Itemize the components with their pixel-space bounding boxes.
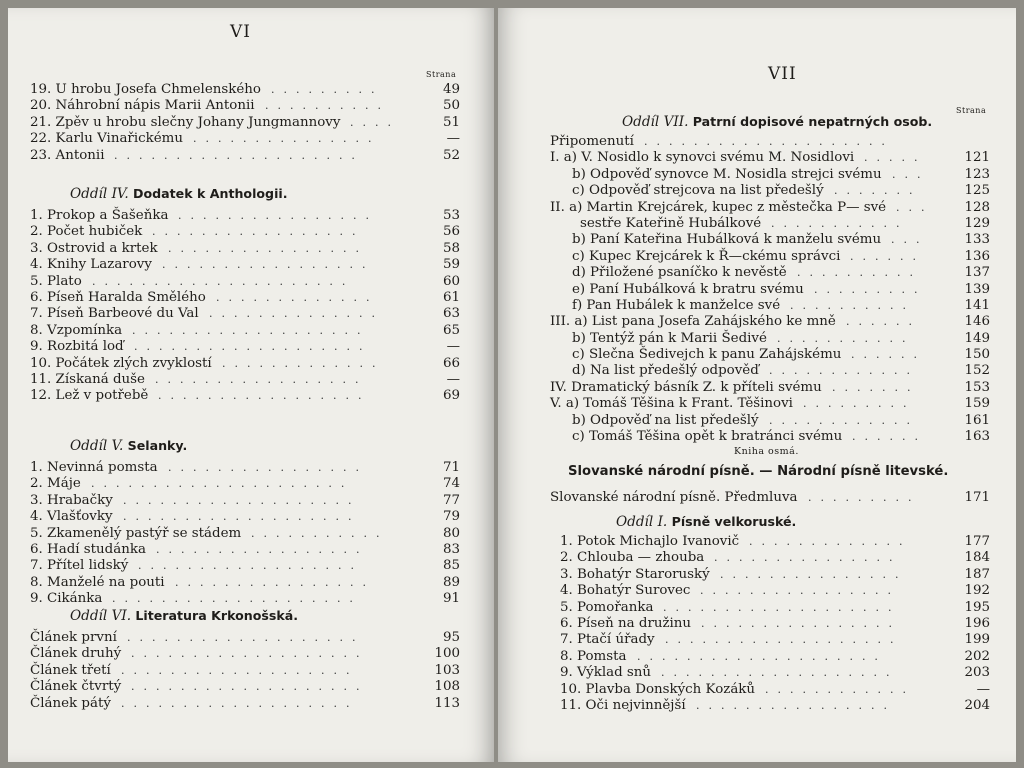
leader-dots: ................ <box>696 698 896 712</box>
toc-intro <box>550 490 990 506</box>
toc-entry <box>30 509 460 525</box>
toc-entry-page: 137 <box>964 265 990 281</box>
toc-entry-title: Článek třetí <box>30 662 111 678</box>
toc-entry-page: — <box>446 339 460 355</box>
leader-dots: .................... <box>637 649 887 663</box>
toc-entry <box>560 600 990 616</box>
leader-dots: .......... <box>797 266 922 280</box>
section-heading-number: Oddíl V. <box>70 438 128 454</box>
toc-entry-page: 113 <box>434 695 460 711</box>
toc-entry <box>550 183 990 199</box>
toc-entry-title: Připomenutí <box>550 134 634 149</box>
leader-dots: ................ <box>701 616 901 630</box>
toc-entry <box>550 331 990 347</box>
toc-entry-title: 12. Lež v potřebě <box>30 388 149 404</box>
toc-entry-page: 125 <box>964 183 990 199</box>
leader-dots: ............... <box>714 551 902 565</box>
toc-entry-page: 74 <box>442 476 460 492</box>
section-heading <box>70 608 298 624</box>
toc-entry-title: 21. Zpěv u hrobu slečny Johany Jungmannovy <box>30 114 341 130</box>
toc-entry-title: 10. Počátek zlých zvyklostí <box>30 355 212 371</box>
toc-entry-page: 85 <box>442 558 460 574</box>
toc-entry-title: Článek první <box>30 630 117 645</box>
toc-entry-title: c) Tomáš Těšina opět k bratránci svému <box>572 429 843 445</box>
toc-entry <box>30 460 460 476</box>
toc-entry-page: 163 <box>964 429 990 445</box>
toc-entry-title: 20. Náhrobní nápis Marii Antonii <box>30 98 255 114</box>
toc-entry-page: — <box>446 371 460 387</box>
toc-entry <box>560 698 990 714</box>
toc-entry-page: 60 <box>442 273 460 289</box>
toc-entry-title: b) Odpověď na list předešlý <box>572 412 759 428</box>
toc-entry <box>550 347 990 363</box>
section-heading-number: Oddíl VII. <box>622 114 689 130</box>
toc-entry <box>550 396 990 412</box>
toc-entry-page: 203 <box>964 665 990 681</box>
toc-entry <box>560 534 990 550</box>
section-heading-title: Selanky. <box>127 438 188 453</box>
leader-dots: .................... <box>112 592 362 606</box>
toc-entry-page: 129 <box>964 215 990 231</box>
toc-entry-title: 7. Ptačí úřady <box>560 632 655 648</box>
toc-entry-page: 121 <box>964 150 990 166</box>
toc-entry-title: 10. Plavba Donských Kozáků <box>560 681 756 697</box>
toc-entry-title: 2. Chlouba — zhouba <box>560 550 705 566</box>
toc-entry <box>30 148 460 164</box>
strana-label: Strana <box>426 70 457 79</box>
toc-entry-page: 53 <box>442 208 460 223</box>
toc-entry <box>550 490 990 506</box>
section-heading-title: Písně velkoruské. <box>671 514 797 529</box>
left-page <box>8 8 494 762</box>
toc-entry-title: b) Odpověď synovce M. Nosidla strejci svému <box>572 166 882 182</box>
leader-dots: .......... <box>265 99 390 113</box>
toc-entry-page: 123 <box>964 166 990 182</box>
toc-entry <box>560 682 990 698</box>
toc-entry <box>30 679 460 695</box>
leader-dots: ................... <box>127 631 365 644</box>
toc-entry-title: 4. Vlašťovky <box>30 509 113 525</box>
section-heading-title: Literatura Krkonošská. <box>135 608 299 623</box>
toc-entry <box>30 476 460 492</box>
toc-entry-title: 9. Rozbitá loď <box>30 339 124 355</box>
leader-dots: ................. <box>152 225 365 239</box>
toc-entry-page: 187 <box>964 566 990 582</box>
toc-entry <box>560 567 990 583</box>
toc-entry-page: 149 <box>964 330 990 346</box>
toc-list <box>30 82 460 164</box>
toc-entry <box>30 131 460 147</box>
toc-entry-page: 153 <box>964 379 990 395</box>
leader-dots: ................ <box>178 209 378 222</box>
toc-list <box>30 630 460 712</box>
toc-entry <box>560 632 990 648</box>
leader-dots: ................ <box>168 241 368 255</box>
toc-entry <box>560 665 990 681</box>
toc-entry <box>550 282 990 298</box>
toc-entry <box>30 98 460 114</box>
toc-entry-title: 9. Výklad snů <box>560 665 652 681</box>
toc-entry-title: 22. Karlu Vinařickému <box>30 131 183 147</box>
toc-entry-title: b) Tentýž pán k Marii Šedivé <box>572 330 767 346</box>
toc-list <box>30 460 460 608</box>
leader-dots: ................... <box>131 680 369 694</box>
leader-dots: ........... <box>771 216 909 230</box>
toc-entry-title: IV. Dramatický básník Z. k příteli svému <box>550 379 822 395</box>
toc-entry <box>550 298 990 314</box>
toc-entry <box>30 542 460 558</box>
leader-dots: ...... <box>851 348 926 362</box>
toc-entry <box>550 200 990 216</box>
leader-dots: ............ <box>769 364 919 378</box>
toc-entry-title: 2. Počet hubiček <box>30 224 143 240</box>
toc-entry-title: 5. Zkamenělý pastýř se stádem <box>30 525 242 541</box>
toc-entry-title: d) Přiložené psaníčko k nevěstě <box>572 265 787 281</box>
section-heading <box>70 186 287 202</box>
leader-dots: ............. <box>222 356 385 370</box>
leader-dots: ......... <box>814 282 927 296</box>
toc-entry <box>560 616 990 632</box>
toc-entry <box>550 363 990 379</box>
toc-entry-page: 56 <box>442 224 460 240</box>
leader-dots: ............... <box>193 132 381 146</box>
page-number: VII <box>768 64 797 84</box>
toc-entry-title: 11. Získaná duše <box>30 371 145 387</box>
toc-entry-title: III. a) List pana Josefa Zahájského ke mně <box>550 314 836 330</box>
section-heading <box>70 438 187 454</box>
leader-dots: ..................... <box>92 274 355 288</box>
toc-entry-title: Článek druhý <box>30 646 122 662</box>
toc-entry-page: 128 <box>964 199 990 215</box>
toc-entry-page: 91 <box>442 591 460 607</box>
toc-entry-title: 9. Cikánka <box>30 591 103 607</box>
toc-entry <box>560 550 990 566</box>
toc-entry-title: b) Paní Kateřina Hubálková k manželu svému <box>572 232 882 248</box>
leader-dots: ................... <box>663 600 901 614</box>
leader-dots: ...... <box>846 315 921 329</box>
leader-dots: ................... <box>131 647 369 661</box>
toc-entry-title: 7. Píseň Barbeové du Val <box>30 306 199 322</box>
toc-entry-title: Článek čtvrtý <box>30 679 122 695</box>
toc-list <box>550 134 990 445</box>
toc-entry <box>30 696 460 712</box>
leader-dots: ................. <box>162 258 375 272</box>
toc-entry-page: 202 <box>964 648 990 664</box>
toc-entry-page: 204 <box>964 697 990 713</box>
toc-entry-page: 51 <box>442 114 460 130</box>
toc-entry-page: 83 <box>442 541 460 557</box>
leader-dots: ........... <box>777 331 915 345</box>
toc-entry-page: 71 <box>442 460 460 475</box>
leader-dots: ......... <box>271 83 384 96</box>
toc-entry-page: 150 <box>964 347 990 363</box>
toc-entry <box>30 82 460 98</box>
toc-list <box>30 208 460 405</box>
toc-entry-page: 95 <box>442 630 460 645</box>
toc-entry-page: 159 <box>964 396 990 412</box>
leader-dots: ...... <box>852 430 927 444</box>
toc-entry <box>550 314 990 330</box>
toc-entry <box>30 646 460 662</box>
leader-dots: ................ <box>700 584 900 598</box>
toc-entry <box>30 630 460 646</box>
section-heading <box>622 114 932 130</box>
toc-entry-title: 5. Plato <box>30 273 82 289</box>
toc-entry <box>30 241 460 257</box>
toc-entry-page: 195 <box>964 599 990 615</box>
section-heading-number: Oddíl IV. <box>70 186 134 202</box>
leader-dots: .......... <box>790 298 915 312</box>
toc-entry <box>30 323 460 339</box>
toc-entry-title: 4. Bohatýr Surovec <box>560 583 691 599</box>
toc-entry-title: 3. Hrabačky <box>30 492 113 508</box>
toc-entry-page: 177 <box>964 534 990 549</box>
toc-entry <box>550 413 990 429</box>
toc-entry-title: c) Kupec Krejcárek k Ř—ckému správci <box>572 248 841 264</box>
toc-list <box>560 534 990 714</box>
toc-entry <box>30 290 460 306</box>
toc-entry <box>30 356 460 372</box>
leader-dots: ......... <box>803 397 916 411</box>
toc-entry-page: 89 <box>442 574 460 590</box>
leader-dots: ............. <box>216 290 379 304</box>
toc-entry-page: 66 <box>442 355 460 371</box>
toc-entry <box>550 429 990 445</box>
toc-entry-title: 3. Ostrovid a krtek <box>30 240 158 256</box>
leader-dots: ....... <box>832 380 920 394</box>
toc-entry <box>30 493 460 509</box>
leader-dots: ................... <box>661 666 899 680</box>
toc-entry-page: 79 <box>442 509 460 525</box>
toc-entry <box>550 167 990 183</box>
toc-entry-title: 1. Potok Michajlo Ivanovič <box>560 534 740 549</box>
toc-entry-title: sestře Kateřině Hubálkové <box>580 215 762 231</box>
toc-entry-page: 58 <box>442 240 460 256</box>
section-heading <box>616 514 796 530</box>
toc-entry <box>30 372 460 388</box>
toc-entry-title: 11. Oči nejvinnější <box>560 697 686 713</box>
leader-dots: ... <box>891 233 929 247</box>
leader-dots: .... <box>350 115 400 129</box>
toc-entry-title: I. a) V. Nosidlo k synovci svému M. Nosidlovi <box>550 150 855 166</box>
toc-entry-page: 65 <box>442 322 460 338</box>
leader-dots: ... <box>892 167 930 181</box>
toc-entry <box>550 216 990 232</box>
toc-entry <box>30 526 460 542</box>
leader-dots: ....... <box>834 184 922 198</box>
leader-dots: ...... <box>850 249 925 263</box>
toc-entry-title: Slovanské národní písně. Předmluva <box>550 490 798 505</box>
toc-entry <box>30 558 460 574</box>
toc-entry-title: 8. Pomsta <box>560 648 627 664</box>
toc-entry-page: 69 <box>442 388 460 404</box>
leader-dots: ..................... <box>91 477 354 491</box>
toc-entry-title: e) Paní Hubálková k bratru svému <box>572 281 804 297</box>
toc-entry <box>560 583 990 599</box>
toc-entry <box>550 265 990 281</box>
toc-entry-page: 50 <box>442 98 460 114</box>
toc-entry-page: 52 <box>442 147 460 163</box>
toc-entry-page: 192 <box>964 583 990 599</box>
toc-entry-page: 136 <box>964 248 990 264</box>
toc-entry-page: 61 <box>442 289 460 305</box>
leader-dots: ................. <box>156 542 369 556</box>
toc-entry-page: 80 <box>442 525 460 541</box>
toc-entry-title: Článek pátý <box>30 695 111 711</box>
toc-entry-page: — <box>976 681 990 697</box>
toc-entry-title: 8. Vzpomínka <box>30 322 123 338</box>
toc-entry-title: 23. Antonii <box>30 147 105 163</box>
toc-entry-title: 6. Píseň Haralda Smělého <box>30 289 206 305</box>
toc-entry-title: c) Odpověď strejcova na list předešlý <box>572 183 824 199</box>
toc-entry-title: 7. Přítel lidský <box>30 558 129 574</box>
book-title: Slovanské národní písně. — Národní písně litevské. <box>568 464 949 479</box>
leader-dots: ................ <box>168 461 368 474</box>
toc-entry <box>30 306 460 322</box>
toc-entry <box>30 388 460 404</box>
leader-dots: ........... <box>251 526 389 540</box>
book-label: Kniha osmá. <box>734 446 799 457</box>
leader-dots: ..... <box>864 151 927 165</box>
toc-entry-page: 103 <box>434 662 460 678</box>
section-heading-title: Patrní dopisové nepatrných osob. <box>692 114 933 129</box>
leader-dots: ................ <box>175 575 375 589</box>
toc-entry <box>30 257 460 273</box>
leader-dots: ................... <box>123 510 361 524</box>
leader-dots: .................... <box>114 148 364 162</box>
leader-dots: ................... <box>123 493 361 507</box>
leader-dots: ............... <box>720 567 908 581</box>
toc-entry-title: c) Slečna Šedivejch k panu Zahájskému <box>572 347 842 363</box>
toc-entry <box>550 134 990 150</box>
toc-entry-page: — <box>446 131 460 147</box>
right-page <box>498 8 1016 762</box>
leader-dots: ......... <box>808 491 921 504</box>
toc-entry-page: 59 <box>442 257 460 273</box>
leader-dots: ................... <box>121 696 359 710</box>
toc-entry-page: 139 <box>964 281 990 297</box>
toc-entry <box>560 649 990 665</box>
toc-entry <box>550 232 990 248</box>
toc-entry-page: 184 <box>964 550 990 566</box>
toc-entry-page: 63 <box>442 306 460 322</box>
leader-dots: ................... <box>665 633 903 647</box>
toc-entry-title: 1. Prokop a Šašeňka <box>30 208 169 223</box>
toc-entry-title: 6. Píseň na družinu <box>560 615 692 631</box>
toc-entry <box>30 663 460 679</box>
leader-dots: ............ <box>765 682 915 696</box>
toc-entry-title: d) Na list předešlý odpověď <box>572 363 759 379</box>
toc-entry-title: 3. Bohatýr Staroruský <box>560 566 710 582</box>
strana-label: Strana <box>956 106 987 115</box>
toc-entry-page: 161 <box>964 412 990 428</box>
page-number: VI <box>230 22 251 42</box>
toc-entry-title: 5. Pomořanka <box>560 599 654 615</box>
toc-entry-title: 1. Nevinná pomsta <box>30 460 158 475</box>
toc-entry-title: f) Pan Hubálek k manželce své <box>572 297 781 313</box>
toc-entry <box>30 115 460 131</box>
leader-dots: ... <box>896 200 934 214</box>
toc-entry-title: V. a) Tomáš Těšina k Frant. Těšinovi <box>550 396 793 412</box>
toc-entry-page: 100 <box>434 646 460 662</box>
leader-dots: ............. <box>749 535 912 548</box>
toc-entry-page: 133 <box>964 232 990 248</box>
leader-dots: .............. <box>209 307 384 321</box>
leader-dots: .................... <box>644 135 894 148</box>
toc-entry-page: 171 <box>964 490 990 505</box>
toc-entry-page: 196 <box>964 615 990 631</box>
toc-entry-title: 4. Knihy Lazarovy <box>30 257 152 273</box>
toc-entry-title: 19. U hrobu Josefa Chmelenského <box>30 82 261 97</box>
section-heading-title: Dodatek k Anthologii. <box>133 186 288 201</box>
toc-entry <box>550 249 990 265</box>
leader-dots: ................... <box>134 340 372 354</box>
toc-entry-title: 8. Manželé na pouti <box>30 574 165 590</box>
leader-dots: ................. <box>155 372 368 386</box>
toc-entry-title: 2. Máje <box>30 476 81 492</box>
leader-dots: .................. <box>138 559 363 573</box>
toc-entry-page: 49 <box>442 82 460 97</box>
toc-entry <box>30 339 460 355</box>
toc-entry-page: 152 <box>964 363 990 379</box>
toc-entry-page: 77 <box>442 492 460 508</box>
toc-entry <box>550 150 990 166</box>
toc-entry <box>30 274 460 290</box>
leader-dots: ................... <box>121 663 359 677</box>
leader-dots: ............ <box>769 413 919 427</box>
section-heading-number: Oddíl I. <box>616 514 668 530</box>
toc-entry <box>30 575 460 591</box>
toc-entry <box>30 224 460 240</box>
toc-entry-page: 141 <box>964 297 990 313</box>
leader-dots: ................. <box>158 389 371 403</box>
leader-dots: ................... <box>132 323 370 337</box>
toc-entry-page: 108 <box>434 679 460 695</box>
toc-entry <box>550 380 990 396</box>
toc-entry-page: 199 <box>964 632 990 648</box>
toc-entry-page: 146 <box>964 314 990 330</box>
section-heading-number: Oddíl VI. <box>70 608 136 624</box>
toc-entry-title: II. a) Martin Krejcárek, kupec z městečka P— své <box>550 199 887 215</box>
toc-entry <box>30 208 460 224</box>
toc-entry <box>30 591 460 607</box>
toc-entry-title: 6. Hadí studánka <box>30 541 146 557</box>
